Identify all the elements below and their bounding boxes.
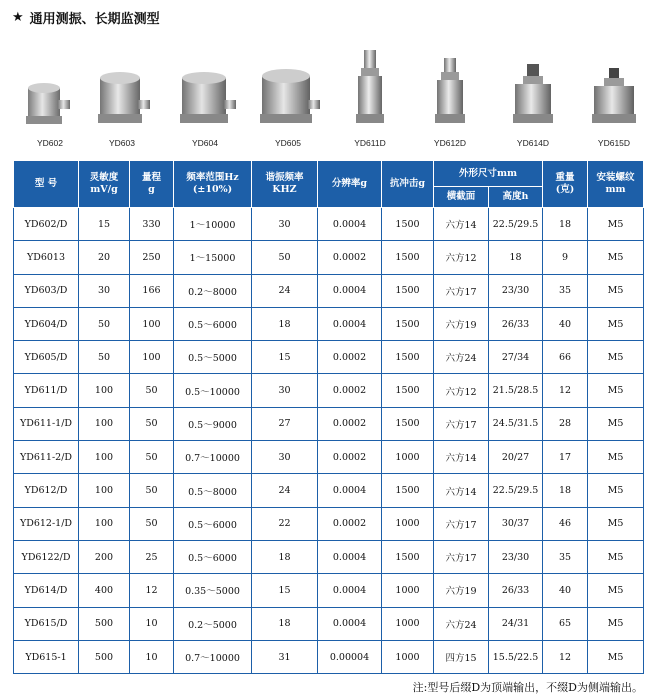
- model-cell: YD602/D: [14, 208, 79, 241]
- table-cell: 22.5/29.5: [489, 474, 543, 507]
- table-cell: 200: [79, 540, 130, 573]
- table-cell: 100: [79, 374, 130, 407]
- table-cell: 1500: [382, 208, 434, 241]
- table-cell: 1000: [382, 640, 434, 673]
- table-cell: 27/34: [489, 341, 543, 374]
- header-range: 量程 g: [130, 161, 174, 208]
- table-cell: 100: [130, 307, 174, 340]
- table-cell: 0.0002: [318, 374, 382, 407]
- table-cell: M5: [588, 407, 644, 440]
- table-row: [14, 474, 644, 507]
- product-yd605: YD605: [248, 38, 328, 148]
- table-cell: 六方24: [434, 341, 489, 374]
- header-height: 高度h: [489, 187, 543, 208]
- table-cell: 0.5～6000: [174, 507, 252, 540]
- table-cell: M5: [588, 607, 644, 640]
- table-cell: 30: [252, 441, 318, 474]
- table-cell: 500: [79, 640, 130, 673]
- table-cell: M5: [588, 574, 644, 607]
- table-cell: 23/30: [489, 274, 543, 307]
- table-cell: 24.5/31.5: [489, 407, 543, 440]
- header-frequency: 频率范围Hz (±10%): [174, 161, 252, 208]
- table-cell: M5: [588, 241, 644, 274]
- table-cell: 0.0002: [318, 241, 382, 274]
- table-cell: 27: [252, 407, 318, 440]
- model-cell: YD611-1/D: [14, 407, 79, 440]
- table-cell: 六方12: [434, 241, 489, 274]
- model-cell: YD614/D: [14, 574, 79, 607]
- table-cell: 1000: [382, 607, 434, 640]
- table-cell: 0.0004: [318, 607, 382, 640]
- model-cell: YD605/D: [14, 341, 79, 374]
- table-cell: 50: [130, 441, 174, 474]
- table-cell: 1500: [382, 274, 434, 307]
- table-row: [14, 640, 644, 673]
- footnote: 注:型号后缀D为顶端输出，不缀D为侧端输出。: [412, 681, 643, 694]
- product-gallery: [0, 38, 655, 148]
- sensor-image: [330, 38, 410, 133]
- header-sensitivity: 灵敏度 mV/g: [79, 161, 130, 208]
- table-cell: M5: [588, 441, 644, 474]
- table-cell: 1000: [382, 441, 434, 474]
- table-cell: M5: [588, 208, 644, 241]
- table-cell: 166: [130, 274, 174, 307]
- table-cell: 0.5～10000: [174, 374, 252, 407]
- table-cell: 22.5/29.5: [489, 208, 543, 241]
- table-row: [14, 574, 644, 607]
- table-cell: 1500: [382, 307, 434, 340]
- table-cell: M5: [588, 374, 644, 407]
- table-cell: 18: [252, 607, 318, 640]
- table-cell: 0.7～10000: [174, 640, 252, 673]
- table-cell: 50: [79, 341, 130, 374]
- table-cell: 40: [543, 574, 588, 607]
- sensor-image: [493, 38, 573, 133]
- table-cell: 100: [79, 474, 130, 507]
- table-cell: 100: [130, 341, 174, 374]
- table-cell: 30: [252, 374, 318, 407]
- table-cell: 0.35～5000: [174, 574, 252, 607]
- model-cell: YD6122/D: [14, 540, 79, 573]
- table-cell: 0.7～10000: [174, 441, 252, 474]
- sensor-image: [410, 38, 490, 133]
- sensor-image: [82, 38, 162, 133]
- table-cell: M5: [588, 540, 644, 573]
- table-cell: 0.00004: [318, 640, 382, 673]
- table-cell: 24: [252, 274, 318, 307]
- table-cell: 50: [130, 374, 174, 407]
- table-cell: 18: [252, 540, 318, 573]
- table-cell: M5: [588, 474, 644, 507]
- header-weight: 重量 (克): [543, 161, 588, 208]
- table-cell: 24: [252, 474, 318, 507]
- model-cell: YD615-1: [14, 640, 79, 673]
- table-cell: 1500: [382, 540, 434, 573]
- table-cell: 65: [543, 607, 588, 640]
- table-cell: 15: [252, 574, 318, 607]
- table-cell: 12: [543, 374, 588, 407]
- table-cell: 24/31: [489, 607, 543, 640]
- header-cross-section: 横截面: [434, 187, 489, 208]
- table-cell: 四方15: [434, 640, 489, 673]
- table-cell: 50: [79, 307, 130, 340]
- table-cell: 0.2～8000: [174, 274, 252, 307]
- table-cell: 1500: [382, 341, 434, 374]
- table-cell: 六方17: [434, 507, 489, 540]
- table-row: [14, 307, 644, 340]
- table-cell: 18: [543, 474, 588, 507]
- table-cell: 17: [543, 441, 588, 474]
- table-cell: 50: [130, 407, 174, 440]
- table-cell: 1500: [382, 474, 434, 507]
- table-cell: 0.0002: [318, 341, 382, 374]
- sensor-image: [248, 38, 328, 133]
- table-cell: 500: [79, 607, 130, 640]
- table-cell: M5: [588, 307, 644, 340]
- table-cell: 0.5～9000: [174, 407, 252, 440]
- table-cell: M5: [588, 341, 644, 374]
- table-cell: 23/30: [489, 540, 543, 573]
- table-row: [14, 274, 644, 307]
- table-row: [14, 374, 644, 407]
- table-cell: 10: [130, 640, 174, 673]
- table-cell: 15: [79, 208, 130, 241]
- table-cell: 六方17: [434, 407, 489, 440]
- spec-table-body: [14, 208, 644, 674]
- sensor-image: [10, 38, 90, 133]
- table-row: [14, 208, 644, 241]
- table-cell: 46: [543, 507, 588, 540]
- table-cell: 20: [79, 241, 130, 274]
- table-row: [14, 407, 644, 440]
- table-cell: 六方14: [434, 208, 489, 241]
- table-row: [14, 441, 644, 474]
- table-cell: 26/33: [489, 307, 543, 340]
- table-cell: M5: [588, 507, 644, 540]
- table-cell: 1～15000: [174, 241, 252, 274]
- product-yd604: YD604: [165, 38, 245, 148]
- table-cell: 50: [252, 241, 318, 274]
- table-cell: 400: [79, 574, 130, 607]
- spec-table: [13, 160, 644, 674]
- table-row: [14, 607, 644, 640]
- table-cell: 1000: [382, 574, 434, 607]
- model-cell: YD6013: [14, 241, 79, 274]
- table-cell: 0.0004: [318, 574, 382, 607]
- table-cell: 六方14: [434, 474, 489, 507]
- table-row: [14, 540, 644, 573]
- table-cell: 0.0002: [318, 507, 382, 540]
- table-cell: 15: [252, 341, 318, 374]
- sensor-image: [165, 38, 245, 133]
- table-cell: 0.0004: [318, 540, 382, 573]
- product-yd603: YD603: [82, 38, 162, 148]
- table-cell: 30/37: [489, 507, 543, 540]
- table-cell: 9: [543, 241, 588, 274]
- product-yd614d: YD614D: [493, 38, 573, 148]
- table-cell: 15.5/22.5: [489, 640, 543, 673]
- table-cell: 28: [543, 407, 588, 440]
- table-cell: 31: [252, 640, 318, 673]
- table-cell: 100: [79, 407, 130, 440]
- model-cell: YD612-1/D: [14, 507, 79, 540]
- table-cell: M5: [588, 640, 644, 673]
- table-cell: 18: [543, 208, 588, 241]
- table-cell: 40: [543, 307, 588, 340]
- table-cell: 30: [79, 274, 130, 307]
- model-cell: YD615/D: [14, 607, 79, 640]
- header-thread: 安装螺纹 mm: [588, 161, 644, 208]
- table-cell: 35: [543, 540, 588, 573]
- header-resonance: 谐振频率 KHZ: [252, 161, 318, 208]
- table-cell: 12: [543, 640, 588, 673]
- table-cell: 1500: [382, 374, 434, 407]
- table-cell: 50: [130, 474, 174, 507]
- table-cell: 250: [130, 241, 174, 274]
- product-yd602: YD602: [10, 38, 90, 148]
- table-cell: 22: [252, 507, 318, 540]
- model-cell: YD604/D: [14, 307, 79, 340]
- table-row: [14, 241, 644, 274]
- table-cell: 0.0004: [318, 474, 382, 507]
- header-dimensions: 外形尺寸mm: [434, 161, 543, 187]
- section-heading: [12, 8, 160, 26]
- table-cell: 六方17: [434, 540, 489, 573]
- table-cell: 100: [79, 441, 130, 474]
- product-yd612d: YD612D: [410, 38, 490, 148]
- table-cell: 10: [130, 607, 174, 640]
- product-yd615d: YD615D: [574, 38, 654, 148]
- table-cell: 30: [252, 208, 318, 241]
- table-cell: 六方19: [434, 574, 489, 607]
- table-cell: 六方17: [434, 274, 489, 307]
- table-cell: 330: [130, 208, 174, 241]
- header-model: 型 号: [14, 161, 79, 208]
- table-row: [14, 507, 644, 540]
- table-cell: 0.0002: [318, 407, 382, 440]
- header-shock: 抗冲击g: [382, 161, 434, 208]
- table-cell: 1000: [382, 507, 434, 540]
- table-cell: 六方24: [434, 607, 489, 640]
- table-cell: 0.5～8000: [174, 474, 252, 507]
- header-resolution: 分辨率g: [318, 161, 382, 208]
- sensor-image: [574, 38, 654, 133]
- section-title: 通用测振、长期监测型: [29, 11, 160, 27]
- table-cell: 12: [130, 574, 174, 607]
- table-cell: 26/33: [489, 574, 543, 607]
- table-cell: 0.0002: [318, 441, 382, 474]
- table-cell: 25: [130, 540, 174, 573]
- model-cell: YD611-2/D: [14, 441, 79, 474]
- table-cell: 35: [543, 274, 588, 307]
- star-icon: ★: [12, 9, 24, 25]
- table-cell: 0.5～6000: [174, 540, 252, 573]
- table-cell: 六方14: [434, 441, 489, 474]
- table-cell: 100: [79, 507, 130, 540]
- table-cell: 20/27: [489, 441, 543, 474]
- table-cell: 0.5～5000: [174, 341, 252, 374]
- model-cell: YD612/D: [14, 474, 79, 507]
- table-cell: 六方12: [434, 374, 489, 407]
- table-cell: 0.0004: [318, 307, 382, 340]
- product-yd611d: YD611D: [330, 38, 410, 148]
- table-cell: 0.5～6000: [174, 307, 252, 340]
- table-cell: 1500: [382, 241, 434, 274]
- table-cell: 21.5/28.5: [489, 374, 543, 407]
- table-cell: 18: [252, 307, 318, 340]
- table-cell: 18: [489, 241, 543, 274]
- table-cell: 0.0004: [318, 274, 382, 307]
- table-cell: 66: [543, 341, 588, 374]
- table-cell: M5: [588, 274, 644, 307]
- model-cell: YD603/D: [14, 274, 79, 307]
- table-row: [14, 341, 644, 374]
- table-cell: 1～10000: [174, 208, 252, 241]
- table-cell: 50: [130, 507, 174, 540]
- table-cell: 0.0004: [318, 208, 382, 241]
- model-cell: YD611/D: [14, 374, 79, 407]
- table-cell: 六方19: [434, 307, 489, 340]
- table-cell: 0.2～5000: [174, 607, 252, 640]
- table-cell: 1500: [382, 407, 434, 440]
